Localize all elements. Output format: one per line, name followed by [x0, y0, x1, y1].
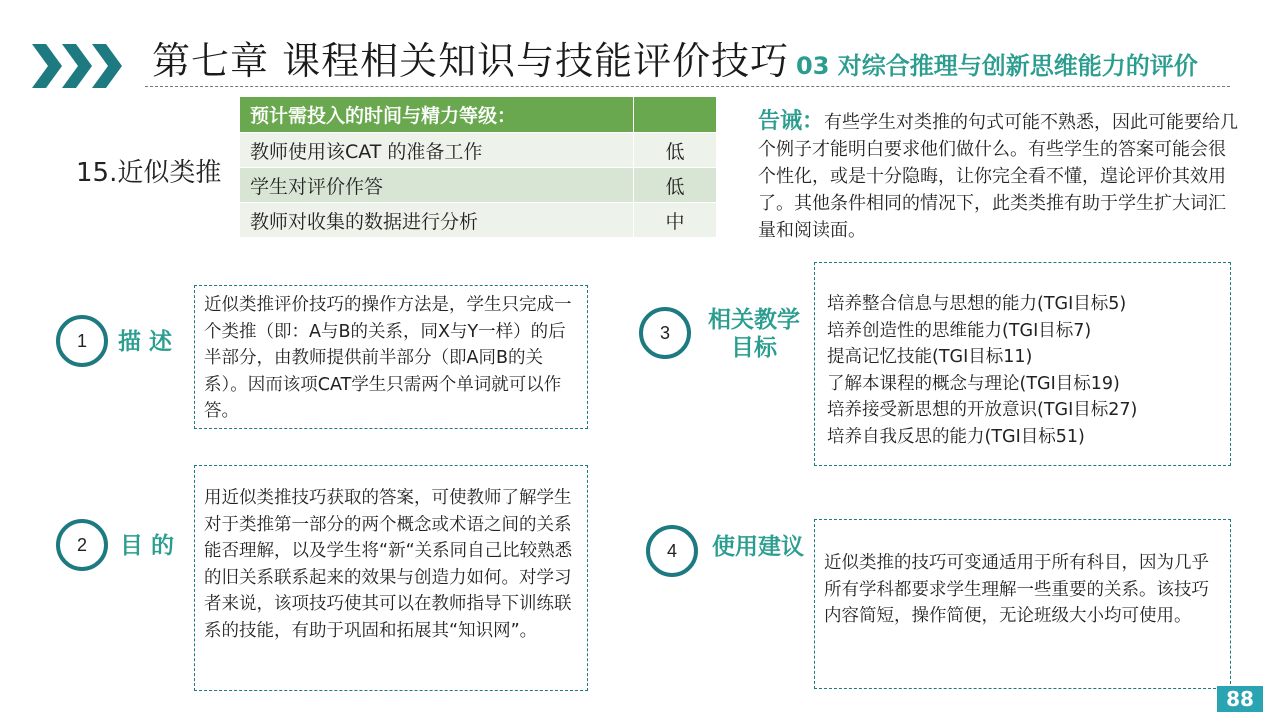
effort-task: 教师使用该CAT 的准备工作 — [240, 133, 634, 168]
purpose-box — [194, 465, 588, 691]
item-number-4: 4 — [646, 525, 698, 577]
item-number-3: 3 — [639, 307, 691, 359]
effort-table-header-empty — [634, 97, 717, 133]
description-text: 近似类推评价技巧的操作方法是，学生只完成一个类推（即：A与B的关系，同X与Y一样）的后半部分，由教师提供前半部分（即A同B的关系）。因而该项CAT学生只需两个单词就可以作答。 — [204, 295, 572, 421]
effort-task: 教师对收集的数据进行分析 — [240, 203, 634, 238]
list-item: 培养接受新思想的开放意识(TGI目标27) — [827, 400, 1138, 420]
effort-level: 低 — [634, 133, 717, 168]
table-row — [240, 203, 717, 238]
suggestions-text: 近似类推的技巧可变通适用于所有科目，因为几乎所有学科都要求学生理解一些重要的关系。该技巧内容简短，操作简便，无论班级大小均可使用。 — [824, 553, 1209, 626]
suggestions-box — [814, 519, 1231, 689]
effort-level: 低 — [634, 168, 717, 203]
list-item: 培养自我反思的能力(TGI目标51) — [827, 426, 1085, 447]
goals-box — [814, 262, 1231, 466]
section-label: 15.近似类推 — [76, 158, 222, 188]
effort-level: 中 — [634, 203, 717, 238]
item-label-goals-line2: 目标 — [731, 335, 777, 361]
section-subtitle: 03 对综合推理与创新思维能力的评价 — [796, 52, 1198, 80]
item-label-purpose: 目 的 — [120, 533, 175, 559]
purpose-text: 用近似类推技巧获取的答案，可使教师了解学生对于类推第一部分的两个概念或术语之间的关系能否理解，以及学生将“新“关系同自己比较熟悉的旧关系联系起来的效果与创造力如何。对学习者来说，该项技巧使其可以在教师指导下训练联系的技能，有助于巩固和拓展其“知识网”。 — [204, 488, 573, 641]
list-item: 培养整合信息与思想的能力(TGI目标5) — [827, 294, 1127, 314]
item-label-goals — [701, 306, 807, 362]
page-title: 第七章 课程相关知识与技能评价技巧 — [152, 39, 790, 83]
warning-note — [758, 108, 1242, 244]
table-row — [240, 133, 717, 168]
warning-text: 有些学生对类推的句式可能不熟悉，因此可能要给几个例子才能明白要求他们做什么。有些学生的答案可能会很个性化，或是十分隐晦，让你完全看不懂，遑论评价其效用了。其他条件相同的情况下，此类类推有助于学生扩大词汇量和阅读面。 — [758, 112, 1239, 241]
list-item: 了解本课程的概念与理论(TGI目标19) — [827, 373, 1120, 394]
list-item: 培养创造性的思维能力(TGI目标7) — [827, 320, 1092, 341]
title-divider — [145, 86, 1230, 87]
chevron-arrows-icon — [32, 42, 128, 90]
page-number-badge: 88 — [1217, 686, 1263, 712]
item-number-1: 1 — [56, 315, 108, 367]
effort-table-header: 预计需投入的时间与精力等级： — [240, 97, 634, 133]
item-number-2: 2 — [56, 519, 108, 571]
warning-label: 告诫： — [758, 109, 825, 134]
item-label-suggestions: 使用建议 — [712, 534, 804, 560]
item-label-description: 描 述 — [118, 329, 173, 355]
item-label-goals-line1: 相关教学 — [708, 307, 800, 333]
table-row — [240, 168, 717, 203]
description-box — [194, 285, 588, 429]
list-item: 提高记忆技能(TGI目标11) — [827, 347, 1033, 367]
effort-task: 学生对评价作答 — [240, 168, 634, 203]
effort-table — [239, 96, 717, 238]
effort-table-header-row — [240, 97, 717, 133]
goals-list — [827, 291, 1222, 450]
